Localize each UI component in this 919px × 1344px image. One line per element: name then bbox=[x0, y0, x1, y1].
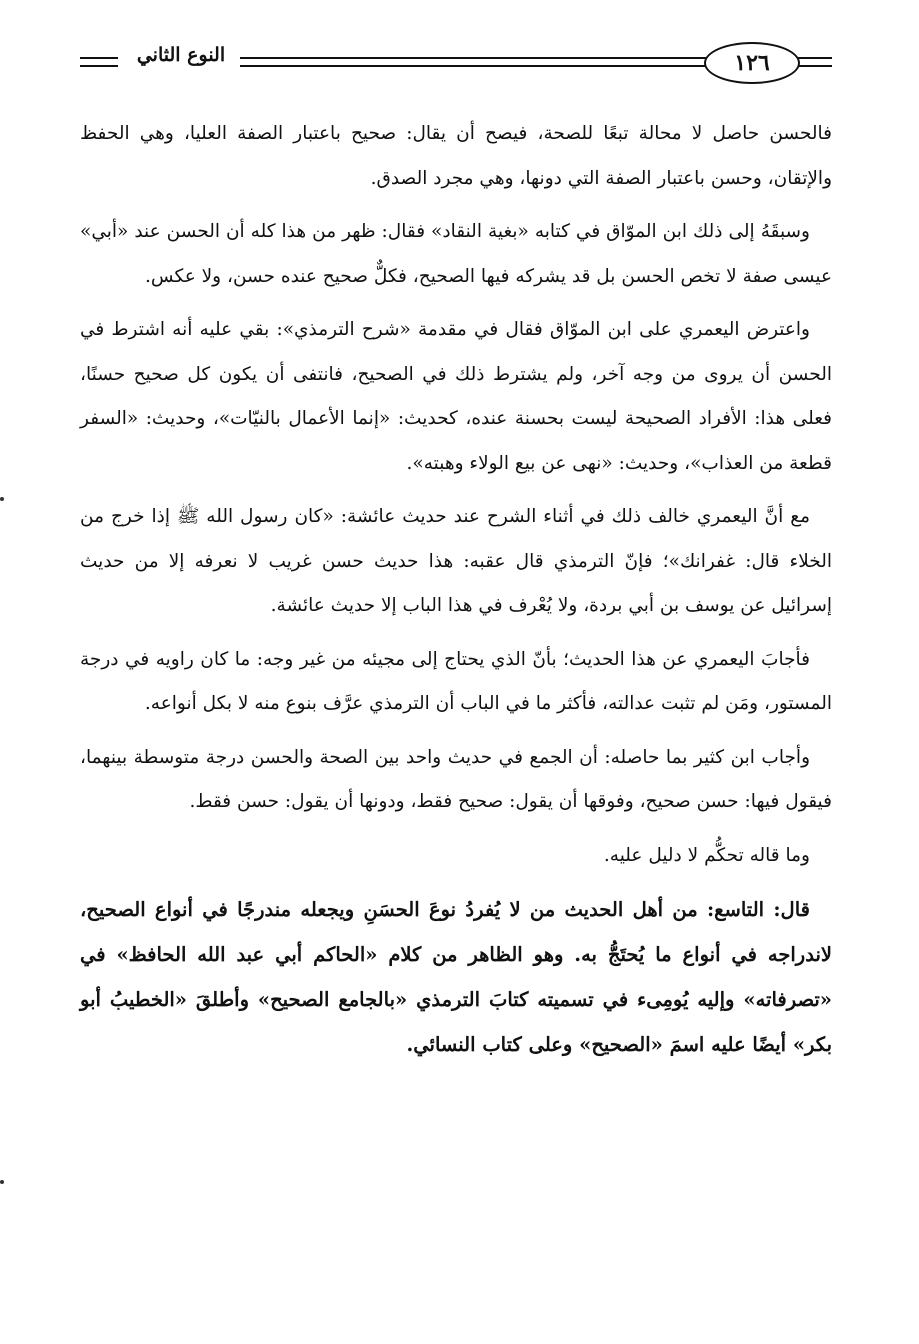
paragraph-7: وما قاله تحكُّم لا دليل عليه. bbox=[603, 844, 810, 866]
page-number: ١٢٦ bbox=[704, 42, 800, 84]
chapter-title: النوع الثاني bbox=[136, 44, 226, 66]
paragraph-2: وسبقَهُ إلى ذلك ابن الموّاق في كتابه «بغية النقاد» فقال: ظهر من هذا كله أن الحسن عند «أبي» عيسى صفة لا تخص الحسن بل قد يشركه فيها الصحيح، فكلٌّ صحيح عنده حسن، ولا عكس. bbox=[80, 221, 832, 287]
page-body bbox=[80, 112, 832, 1076]
margin-mark bbox=[0, 497, 4, 501]
header-rule-left bbox=[80, 57, 118, 67]
quoted-text: قال: التاسع: من أهل الحديث من لا يُفردُ نوعَ الحسَنِ ويجعله مندرجًا في أنواع الصحيح، لاندراجه في أنواع ما يُحتَجُّ به. وهو الظاهر من كلام «الحاكم أبي عبد الله الحافظ» في «تصرفاته» وإليه يُومِىء في تسميته كتابَ الترمذي «بالجامع الصحيح» وأطلقَ «الخطيبُ أبو بكر» أيضًا عليه اسمَ «الصحيح» وعلى كتاب النسائي. bbox=[80, 898, 832, 1056]
header-rule-middle bbox=[240, 57, 706, 67]
paragraph-1: فالحسن حاصل لا محالة تبعًا للصحة، فيصح أن يقال: صحيح باعتبار الصفة العليا، وهي الحفظ والإتقان، وحسن باعتبار الصفة التي دونها، وهي مجرد الصدق. bbox=[80, 123, 832, 189]
running-header bbox=[80, 38, 832, 90]
paragraph-3: واعترض اليعمري على ابن الموّاق فقال في مقدمة «شرح الترمذي»: بقي عليه أنه اشترط في الحسن أن يروى من وجه آخر، ولم يشترط ذلك في الصحيح، فانتفى أن يكون كل صحيح حسنًا، فعلى هذا: الأفراد الصحيحة ليست بحسنة عنده، كحديث: «إنما الأعمال بالنيّات»، وحديث: «السفر قطعة من العذاب»، وحديث: «نهى عن بيع الولاء وهبته». bbox=[80, 319, 832, 474]
paragraph-4: مع أنَّ اليعمري خالف ذلك في أثناء الشرح عند حديث عائشة: «كان رسول الله ﷺ إذا خرج من الخلاء قال: غفرانك»؛ فإنّ الترمذي قال عقبه: هذا حديث حسن غريب لا نعرفه إلا من حديث إسرائيل عن يوسف بن أبي بردة، ولا يُعْرف في هذا الباب إلا حديث عائشة. bbox=[80, 506, 832, 616]
paragraph-5: فأجابَ اليعمري عن هذا الحديث؛ بأنّ الذي يحتاج إلى مجيئه من غير وجه: ما كان راويه في درجة المستور، ومَن لم تثبت عدالته، فأكثر ما في الباب أن الترمذي عرَّف بنوع منه لا بكل أنواعه. bbox=[80, 648, 832, 714]
margin-mark bbox=[0, 1180, 4, 1184]
paragraph-6: وأجاب ابن كثير بما حاصله: أن الجمع في حديث واحد بين الصحة والحسن درجة متوسطة بينهما، فيقول فيها: حسن صحيح، وفوقها أن يقول: صحيح فقط، ودونها أن يقول: حسن فقط. bbox=[80, 746, 832, 812]
